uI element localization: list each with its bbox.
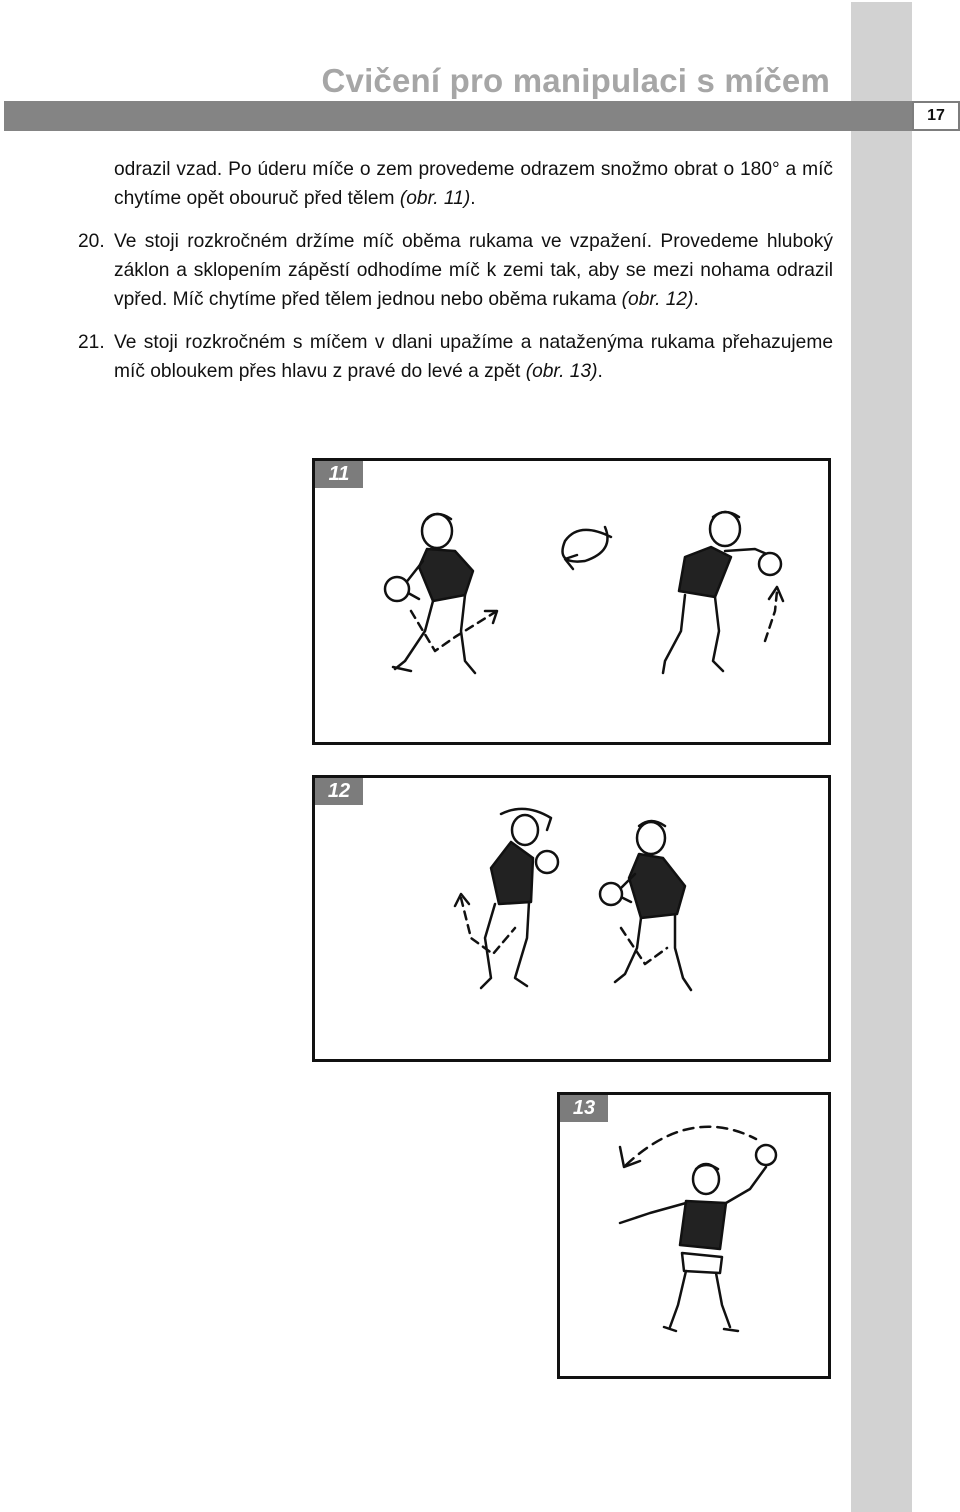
paragraph-tail: .	[470, 188, 476, 209]
player-figure	[385, 514, 475, 673]
figure-13	[557, 1092, 831, 1379]
player-figure	[620, 1164, 766, 1331]
page-number: 17	[912, 101, 960, 131]
player-figure	[481, 809, 558, 988]
figure-reference: (obr. 11)	[399, 188, 471, 209]
body-text	[78, 155, 833, 400]
paragraph-number: 20.	[78, 231, 105, 252]
rotation-arrow-icon	[563, 527, 612, 569]
paragraph-text: Ve stoji rozkročném s míčem v dlani upažíme a nataženýma rukama přehazujeme míč obloukem přes hlavu z pravé do levé a zpět	[114, 332, 833, 382]
paragraph-continuation	[78, 155, 833, 213]
figure-12	[312, 775, 831, 1062]
paragraph-text: Ve stoji rozkročném držíme míč oběma rukama ve vzpažení. Provedeme hluboký záklon a sklopením zápěstí odhodíme míč k zemi tak, aby se mezi nohama odrazil vpřed. Míč chytíme před tělem jednou nebo oběma rukama	[114, 231, 833, 310]
figure-13-illustration	[560, 1095, 828, 1376]
paragraph-exercise-20	[78, 227, 833, 314]
figure-label: 13	[560, 1095, 608, 1122]
figure-reference: (obr. 13)	[525, 361, 598, 382]
header-bar	[4, 101, 912, 131]
side-strip	[851, 2, 912, 1512]
figure-11	[312, 458, 831, 745]
page-title: Cvičení pro manipulaci s míčem	[321, 62, 830, 99]
paragraph-text: odrazil vzad. Po úderu míče o zem provedeme odrazem snožmo obrat o 180° a míč chytíme opět obouruč před tělem	[114, 159, 833, 209]
paragraph-tail: .	[693, 289, 699, 310]
figure-reference: (obr. 12)	[621, 289, 694, 310]
figure-label: 12	[315, 778, 363, 805]
paragraph-number: 21.	[78, 332, 105, 353]
figure-label: 11	[315, 461, 363, 488]
figure-12-illustration	[315, 778, 828, 1059]
paragraph-tail: .	[597, 361, 603, 382]
figure-11-illustration	[315, 461, 828, 742]
paragraph-exercise-21	[78, 328, 833, 386]
player-figure	[663, 512, 781, 673]
